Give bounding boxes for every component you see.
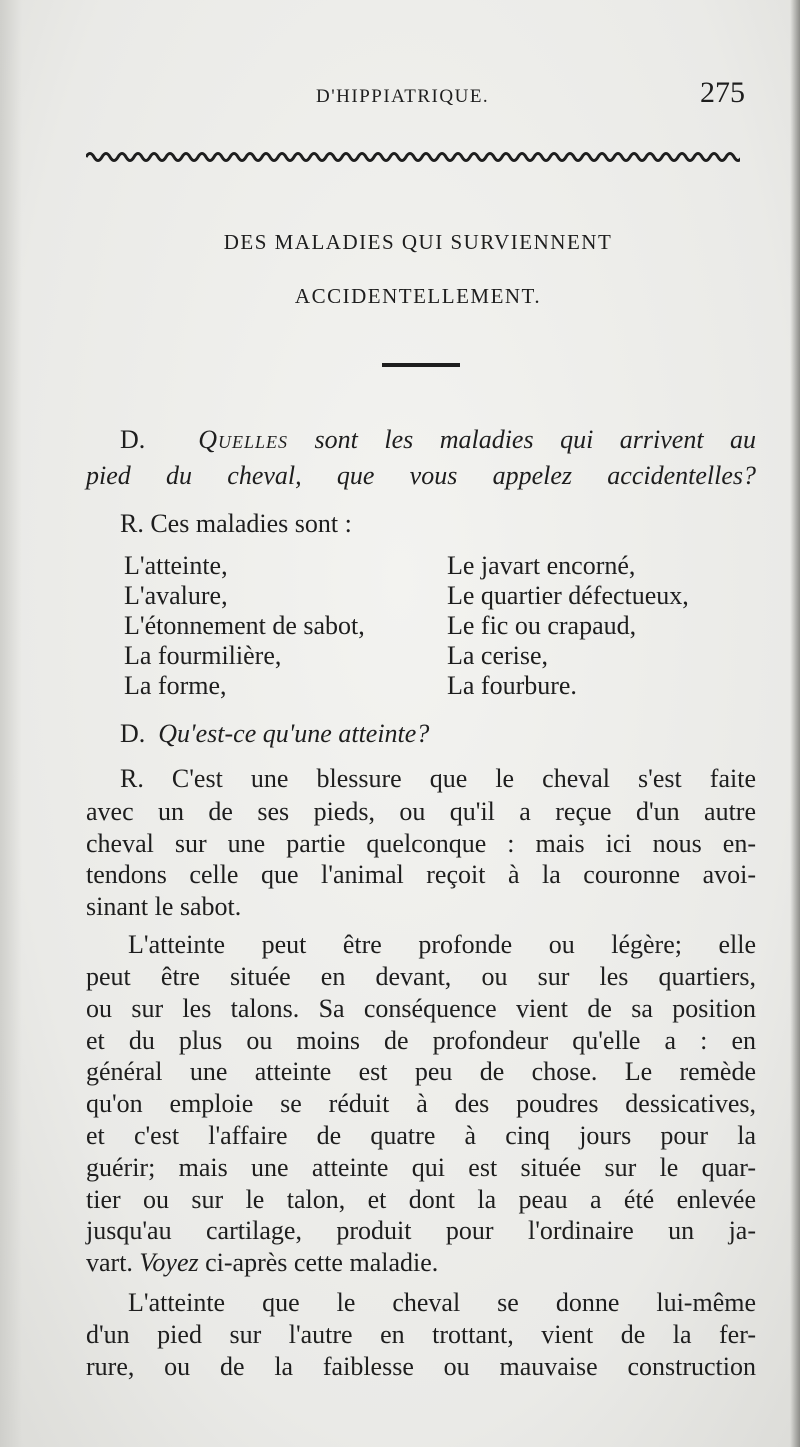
title-rule bbox=[382, 363, 460, 367]
disease-list-right bbox=[447, 551, 689, 701]
cross-reference: Voyez bbox=[139, 1248, 199, 1277]
paragraph-2-line: guérir; mais une atteinte qui est située sur le quar- bbox=[86, 1153, 756, 1182]
list-item: La fourmilière, bbox=[124, 641, 282, 670]
question-2 bbox=[120, 719, 429, 749]
running-head: D'HIPPIATRIQUE. bbox=[316, 86, 490, 107]
list-item: La fourbure. bbox=[447, 671, 577, 700]
paragraph-2-line: L'atteinte peut être profonde ou légère; elle bbox=[128, 930, 756, 959]
question-marker: D. bbox=[120, 719, 146, 748]
paragraph-1-line: sinant le sabot. bbox=[86, 892, 242, 921]
question-first-word: Quelles bbox=[198, 425, 289, 454]
list-item: L'étonnement de sabot, bbox=[124, 611, 365, 640]
paragraph-2-line: et c'est l'affaire de quatre à cinq jours pour la bbox=[86, 1121, 756, 1150]
question-marker: D. bbox=[120, 425, 146, 454]
paragraph-1-line: R. C'est une blessure que le cheval s'est faite bbox=[120, 764, 756, 793]
answer-1-intro: R. Ces maladies sont : bbox=[120, 509, 352, 538]
disease-list-left bbox=[124, 551, 365, 701]
paragraph-2-last-line: vart. Voyez ci-après cette maladie. bbox=[86, 1248, 439, 1277]
page-edge-shadow bbox=[790, 0, 800, 1447]
list-item: La cerise, bbox=[447, 641, 549, 670]
paragraph-2-line: peut être située en devant, ou sur les quartiers, bbox=[86, 962, 756, 991]
paragraph-2-line: jusqu'au cartilage, produit pour l'ordinaire un ja- bbox=[86, 1216, 756, 1245]
paragraph-2-line: tier ou sur le talon, et dont la peau a été enlevée bbox=[86, 1185, 756, 1214]
paragraph-3-line: rure, ou de la faiblesse ou mauvaise construction bbox=[86, 1352, 756, 1381]
paragraph-2-line: général une atteinte est peu de chose. Le remède bbox=[86, 1057, 756, 1086]
question-1-text: sont les maladies qui arrivent au bbox=[314, 425, 757, 454]
paragraph-3-line: L'atteinte que le cheval se donne lui-même bbox=[128, 1288, 756, 1317]
list-item: L'atteinte, bbox=[124, 551, 228, 580]
ornamental-rule bbox=[86, 150, 740, 164]
paragraph-2-line: qu'on emploie se réduit à des poudres dessicatives, bbox=[86, 1089, 756, 1118]
list-item: Le fic ou crapaud, bbox=[447, 611, 637, 640]
section-title-line-1: DES MALADIES QUI SURVIENNENT bbox=[223, 230, 613, 254]
question-2-text: Qu'est-ce qu'une atteinte? bbox=[158, 719, 430, 748]
list-item: L'avalure, bbox=[124, 581, 228, 610]
page-number: 275 bbox=[700, 76, 745, 109]
paragraph-3-line: d'un pied sur l'autre en trottant, vient de la fer- bbox=[86, 1320, 756, 1349]
paragraph-1-line: avec un de ses pieds, ou qu'il a reçue d'un autre bbox=[86, 797, 756, 826]
paragraph-2-line: ou sur les talons. Sa conséquence vient de sa position bbox=[86, 994, 756, 1023]
list-item: Le javart encorné, bbox=[447, 551, 636, 580]
paragraph-2-line: et du plus ou moins de profondeur qu'elle a : en bbox=[86, 1026, 756, 1055]
question-1-line-2: pied du cheval, que vous appelez accidentelles? bbox=[86, 461, 756, 490]
list-item: La forme, bbox=[124, 671, 227, 700]
section-title-line-2: ACCIDENTELLEMENT. bbox=[294, 284, 542, 308]
paragraph-1-line: tendons celle que l'animal reçoit à la couronne avoi- bbox=[86, 860, 756, 889]
list-item: Le quartier défectueux, bbox=[447, 581, 689, 610]
paragraph-1-line: cheval sur une partie quelconque : mais ici nous en- bbox=[86, 829, 756, 858]
page-gutter-shadow bbox=[0, 0, 22, 1447]
question-1-line-1 bbox=[120, 425, 756, 455]
